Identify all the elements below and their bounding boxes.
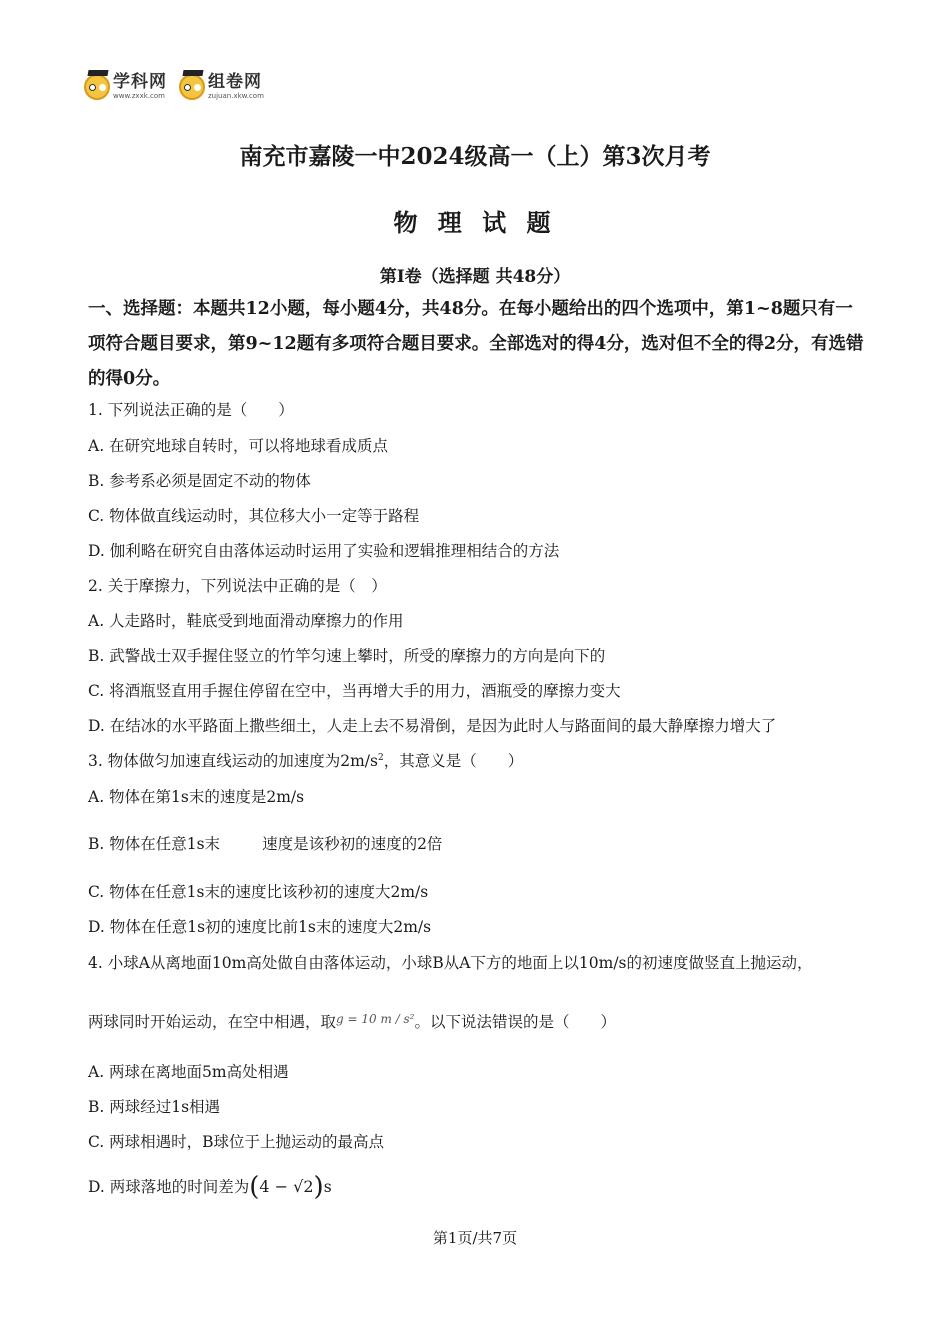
question-3-stem-tail: ，其意义是（ ） <box>383 752 524 770</box>
question-1-option-b: B. 参考系必须是固定不动的物体 <box>88 472 311 490</box>
header-logos <box>84 70 264 104</box>
question-4-option-a: A. 两球在离地面5m高处相遇 <box>88 1063 289 1081</box>
question-2-option-a: A. 人走路时，鞋底受到地面滑动摩擦力的作用 <box>88 612 404 630</box>
time-unit: s <box>323 1178 332 1196</box>
question-4-stem-line1: 4. 小球A从离地面10m高处做自由落体运动，小球B从A下方的地面上以10m/s的初速度做竖直上抛运动， <box>88 954 813 972</box>
question-1-option-a: A. 在研究地球自转时，可以将地球看成质点 <box>88 437 389 455</box>
logo-url: www.zxxk.com <box>113 92 165 100</box>
question-2-stem: 2. 关于摩擦力，下列说法中正确的是（ ） <box>88 577 387 595</box>
question-4-stem-line2 <box>88 1010 616 1032</box>
question-3-option-c: C. 物体在任意1s末的速度比该秒初的速度大2m/s <box>88 883 429 901</box>
page-footer: 第1页/共7页 <box>432 1229 518 1247</box>
owl-mascot-icon <box>84 74 110 100</box>
section-instructions: 一、选择题：本题共12小题，每小题4分，共48分。在每小题给出的四个选项中，第1~8题只有一项符合题目要求，第9~12题有多项符合题目要求。全部选对的得4分，选对但不全的得2分，有选错的得0分。 <box>88 299 864 389</box>
time-difference-expression: 4 − √2 <box>259 1177 314 1196</box>
question-3-option-b-text: B. 物体在任意1s末 <box>88 835 221 853</box>
question-2-option-d: D. 在结冰的水平路面上撒些细土，人走上去不易滑倒，是因为此时人与路面间的最大静摩擦力增大了 <box>88 717 777 735</box>
question-1-option-d: D. 伽利略在研究自由落体运动时运用了实验和逻辑推理相结合的方法 <box>88 542 560 560</box>
question-4-stem-text: 两球同时开始运动，在空中相遇，取 <box>88 1013 337 1031</box>
question-3-stem <box>88 749 523 771</box>
question-3-stem-text: 3. 物体做匀加速直线运动的加速度为2m/s <box>88 752 378 770</box>
logo-name: 学科网 <box>113 72 167 92</box>
question-1-stem: 1. 下列说法正确的是（ ） <box>88 401 294 419</box>
gravity-formula: g = 10 m / s² <box>336 1012 415 1026</box>
question-2-option-c: C. 将酒瓶竖直用手握住停留在空中，当再增大手的用力，酒瓶受的摩擦力变大 <box>88 682 621 700</box>
exam-title: 南充市嘉陵一中2024级高一（上）第3次月考 <box>239 143 711 170</box>
logo-zujuan <box>179 74 264 100</box>
question-3-option-a: A. 物体在第1s末的速度是2m/s <box>88 788 305 806</box>
question-3-superscript: 2 <box>377 752 384 763</box>
question-3-option-d: D. 物体在任意1s初的速度比前1s末的速度大2m/s <box>88 918 432 936</box>
question-4-option-c: C. 两球相遇时，B球位于上抛运动的最高点 <box>88 1133 385 1151</box>
question-4-option-d: D. 两球落地的时间差为(4 − √2)s <box>88 1172 332 1202</box>
owl-mascot-icon <box>179 74 205 100</box>
question-1-option-c: C. 物体做直线运动时，其位移大小一定等于路程 <box>88 507 420 525</box>
question-3-option-b <box>88 832 442 854</box>
question-4-stem-tail: 。以下说法错误的是（ ） <box>414 1013 616 1031</box>
question-4-option-b: B. 两球经过1s相遇 <box>88 1098 221 1116</box>
question-2-option-b: B. 武警战士双手握住竖立的竹竿匀速上攀时，所受的摩擦力的方向是向下的 <box>88 647 606 665</box>
logo-url: zujuan.xkw.com <box>208 92 264 100</box>
logo-name: 组卷网 <box>208 72 262 92</box>
logo-xueke <box>84 74 167 100</box>
part-title: 第Ⅰ卷（选择题 共48分） <box>379 267 571 287</box>
subject-title: 物 理 试 题 <box>393 208 557 237</box>
question-4-option-d-text: D. 两球落地的时间差为 <box>88 1178 250 1196</box>
question-3-option-b-tail: 速度是该秒初的速度的2倍 <box>262 835 443 853</box>
